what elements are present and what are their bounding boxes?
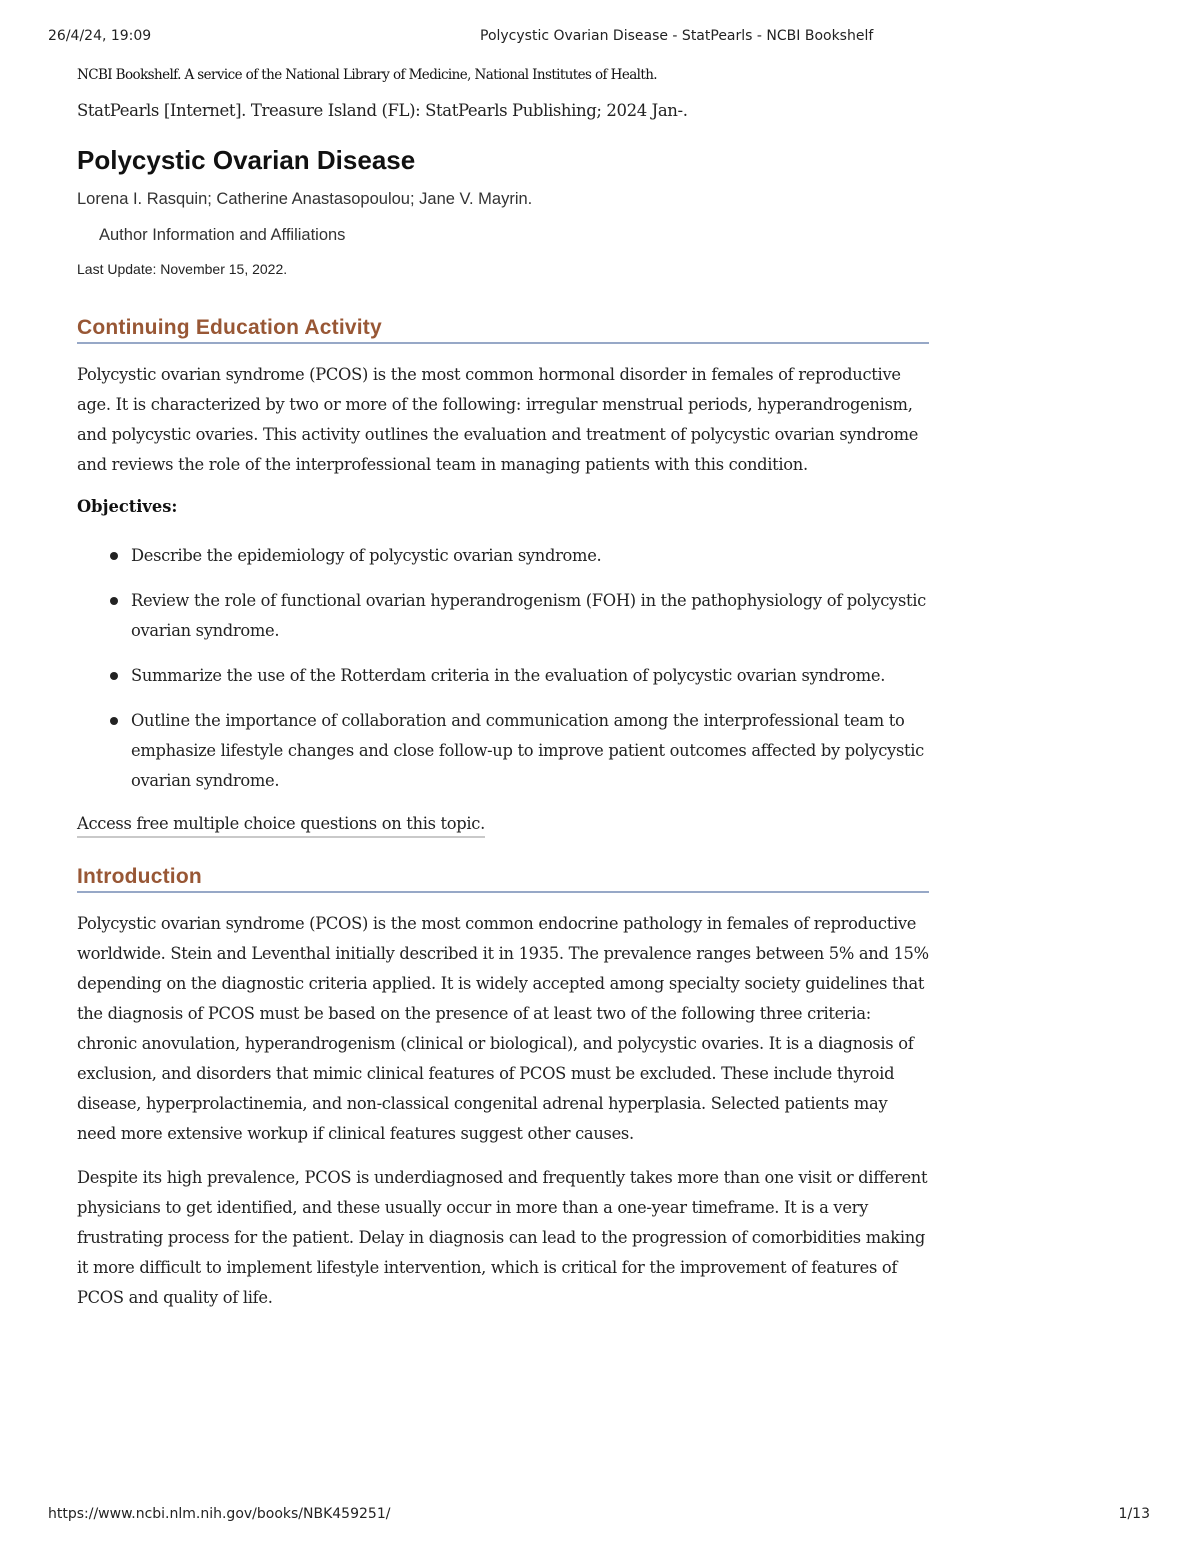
last-update: Last Update: November 15, 2022. [77, 261, 288, 277]
article-content [77, 64, 929, 1313]
bullet-icon [110, 597, 118, 605]
print-footer [48, 1506, 1150, 1526]
objective-text: Review the role of functional ovarian hyperandrogenism (FOH) in the pathophysiology of polycystic ovarian syndrome. [131, 591, 926, 640]
author-affiliations-link[interactable]: Author Information and Affiliations [99, 226, 346, 244]
ncbi-bookshelf-line: NCBI Bookshelf. A service of the National Library of Medicine, National Institutes of Health. [77, 67, 657, 83]
objective-item [77, 661, 929, 691]
print-header [48, 28, 1150, 48]
objective-item [77, 706, 929, 796]
objective-item [77, 586, 929, 646]
print-page-title: Polycystic Ovarian Disease - StatPearls - NCBI Bookshelf [480, 28, 874, 44]
author-list: Lorena I. Rasquin; Catherine Anastasopoulou; Jane V. Mayrin. [77, 190, 533, 208]
print-page-number: 1/13 [1118, 1506, 1150, 1522]
ce-intro-paragraph: Polycystic ovarian syndrome (PCOS) is the most common hormonal disorder in females of reproductive age. It is characterized by two or more of the following: irregular menstrual periods, hyperandrogenism, and polycystic ovaries. This activity outlines the evaluation and treatment of polycystic ovarian syndrome and reviews the role of the interprofessional team in managing patients with this condition. [77, 365, 919, 474]
continuing-education-heading: Continuing Education Activity [77, 315, 929, 344]
objectives-list [77, 541, 929, 796]
objective-text: Summarize the use of the Rotterdam criteria in the evaluation of polycystic ovarian syndrome. [131, 666, 886, 685]
bullet-icon [110, 672, 118, 680]
introduction-paragraph: Polycystic ovarian syndrome (PCOS) is the most common endocrine pathology in females of reproductive worldwide. Stein and Leventhal initially described it in 1935. The prevalence ranges between 5% and 15% depending on the diagnostic criteria applied. It is widely accepted among specialty society guidelines that the diagnosis of PCOS must be based on the presence of at least two of the following three criteria: chronic anovulation, hyperandrogenism (clinical or biological), and polycystic ovaries. It is a diagnosis of exclusion, and disorders that mimic clinical features of PCOS must be excluded. These include thyroid disease, hyperprolactinemia, and non-classical congenital adrenal hyperplasia. Selected patients may need more extensive workup if clinical features suggest other causes. [77, 914, 929, 1143]
objective-text: Describe the epidemiology of polycystic ovarian syndrome. [131, 546, 602, 565]
access-mcq-link[interactable]: Access free multiple choice questions on this topic. [77, 812, 485, 838]
objective-text: Outline the importance of collaboration and communication among the interprofessional team to emphasize lifestyle changes and close follow-up to improve patient outcomes affected by polycystic ovarian syndrome. [131, 711, 924, 790]
citation: StatPearls [Internet]. Treasure Island (FL): StatPearls Publishing; 2024 Jan-. [77, 101, 688, 120]
objective-item [77, 541, 929, 571]
print-url: https://www.ncbi.nlm.nih.gov/books/NBK459251/ [48, 1506, 391, 1522]
objectives-label: Objectives: [77, 497, 178, 516]
bullet-icon [110, 717, 118, 725]
page-title: Polycystic Ovarian Disease [77, 145, 416, 175]
introduction-heading: Introduction [77, 864, 929, 893]
print-datetime: 26/4/24, 19:09 [48, 28, 152, 44]
introduction-paragraph: Despite its high prevalence, PCOS is underdiagnosed and frequently takes more than one visit or different physicians to get identified, and these usually occur in more than a one-year timeframe. It is a very frustrating process for the patient. Delay in diagnosis can lead to the progression of comorbidities making it more difficult to implement lifestyle intervention, which is critical for the improvement of features of PCOS and quality of life. [77, 1168, 928, 1307]
bullet-icon [110, 552, 118, 560]
access-link-row [77, 812, 929, 864]
